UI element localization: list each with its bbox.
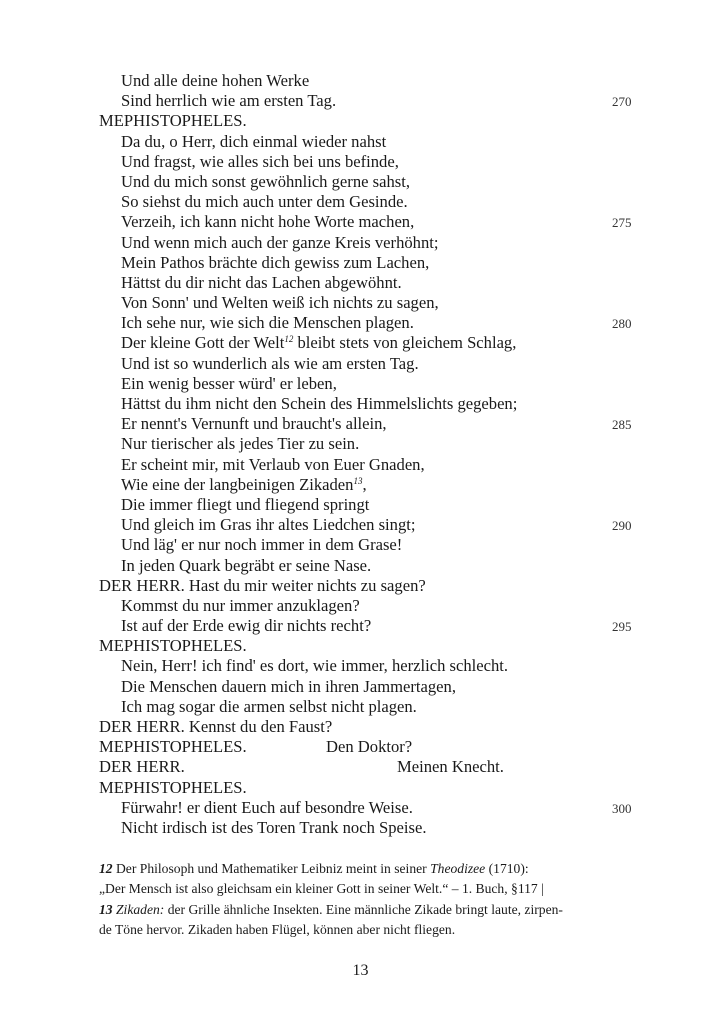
verse-line: Nur tierischer als jedes Tier zu sein. — [121, 434, 360, 454]
verse-line: Ich sehe nur, wie sich die Menschen plagen. 280 — [0, 313, 721, 333]
verse-line: Da du, o Herr, dich einmal wieder nahst — [121, 131, 387, 151]
speaker-line: MEPHISTOPHELES. Den Doktor? — [99, 737, 413, 757]
verse-line: Der kleine Gott der Welt$^{12}$ bleibt stets von gleichem Schlag, — [121, 333, 517, 353]
speaker-line: DER HERR. Meinen Knecht. — [99, 757, 504, 777]
verse-line: Kommst du nur immer anzuklagen? — [121, 595, 360, 615]
line-number: 280 — [612, 316, 632, 332]
verse-line: Hättst du dir nicht das Lachen abgewöhnt. — [121, 272, 402, 292]
split-verse-part: Meinen Knecht. — [397, 757, 504, 777]
verse-line: Und gleich im Gras ihr altes Liedchen singt; 290 — [0, 515, 721, 535]
verse-line: Fürwahr! er dient Euch auf besondre Weise. 300 — [0, 798, 721, 818]
line-number: 300 — [612, 800, 632, 816]
verse-line: Sind herrlich wie am ersten Tag. 270 — [0, 91, 721, 111]
line-number: 275 — [612, 215, 632, 231]
line-number: 290 — [612, 518, 632, 534]
verse-line: Er nennt's Vernunft und braucht's allein, 285 — [0, 414, 721, 434]
verse-line: Die Menschen dauern mich in ihren Jammertagen, — [121, 676, 456, 696]
speaker-line: DER HERR. Kennst du den Faust? — [99, 717, 333, 736]
speaker-line: DER HERR. Hast du mir weiter nichts zu sagen? — [99, 575, 426, 595]
verse-line: So siehst du mich auch unter dem Gesinde. — [121, 192, 408, 212]
verse-line: Ein wenig besser würd' er leben, — [121, 373, 337, 393]
verse-line: In jeden Quark begräbt er seine Nase. — [121, 555, 372, 575]
footnote-13-cont: de Töne hervor. Zikaden haben Flügel, können aber nicht fliegen. — [99, 921, 456, 937]
speaker-line: MEPHISTOPHELES. — [99, 636, 247, 656]
footnote-12-quote: „Der Mensch ist also gleichsam ein kleiner Gott in seiner Welt.“ – 1. Buch, §117 | — [99, 881, 544, 897]
verse-line: Er scheint mir, mit Verlaub von Euer Gnaden, — [121, 454, 425, 474]
verse-line: Hättst du ihm nicht den Schein des Himmelslichts gegeben; — [121, 394, 518, 413]
verse-line: Verzeih, ich kann nicht hohe Worte machen, 275 — [0, 212, 721, 232]
footnotes — [99, 859, 635, 940]
footnote-12-number: 12 — [99, 861, 113, 876]
footnote-12: 12 Der Philosoph und Mathematiker Leibniz meint in seiner Theodizee (1710): — [99, 861, 529, 876]
footnote-13-number: 13 — [99, 901, 113, 917]
page-number: 13 — [352, 962, 369, 979]
verse-line: Nein, Herr! ich find' es dort, wie immer, herzlich schlecht. — [121, 656, 509, 676]
verse-line: Ist auf der Erde ewig dir nichts recht? 295 — [0, 616, 721, 636]
footnote-ref[interactable]: 12 — [284, 334, 294, 345]
verse-line: Die immer fliegt und fliegend springt — [121, 494, 370, 514]
verse-line: Wie eine der langbeinigen Zikaden$^{13}$, — [121, 474, 367, 494]
verse-line: Mein Pathos brächte dich gewiss zum Lachen, — [121, 252, 430, 272]
poem-text — [0, 71, 721, 838]
verse-line: Nicht irdisch ist des Toren Trank noch Speise. — [121, 817, 427, 837]
footnote-ref[interactable]: 13 — [353, 475, 363, 486]
verse-line: Von Sonn' und Welten weiß ich nichts zu sagen, — [121, 293, 439, 313]
line-number: 270 — [612, 94, 632, 110]
footnote-13: 13 Zikaden: der Grille ähnliche Insekten. Eine männliche Zikade bringt laute, zirpen- — [99, 901, 563, 917]
verse-line: Und fragst, wie alles sich bei uns befinde, — [121, 151, 399, 171]
speaker-line: MEPHISTOPHELES. — [99, 777, 247, 797]
split-verse-part: Den Doktor? — [326, 737, 413, 757]
line-number: 285 — [612, 417, 632, 433]
verse-line: Und läg' er nur noch immer in dem Grase! — [121, 535, 403, 555]
verse-line: Und alle deine hohen Werke — [121, 71, 310, 90]
verse-line: Und ist so wunderlich als wie am ersten Tag. — [121, 353, 419, 373]
speaker-line: MEPHISTOPHELES. — [99, 111, 247, 131]
verse-line: Und du mich sonst gewöhnlich gerne sahst, — [121, 171, 410, 191]
verse-line: Und wenn mich auch der ganze Kreis verhöhnt; — [121, 232, 439, 252]
verse-line: Ich mag sogar die armen selbst nicht plagen. — [121, 696, 417, 716]
line-number: 295 — [612, 619, 632, 635]
